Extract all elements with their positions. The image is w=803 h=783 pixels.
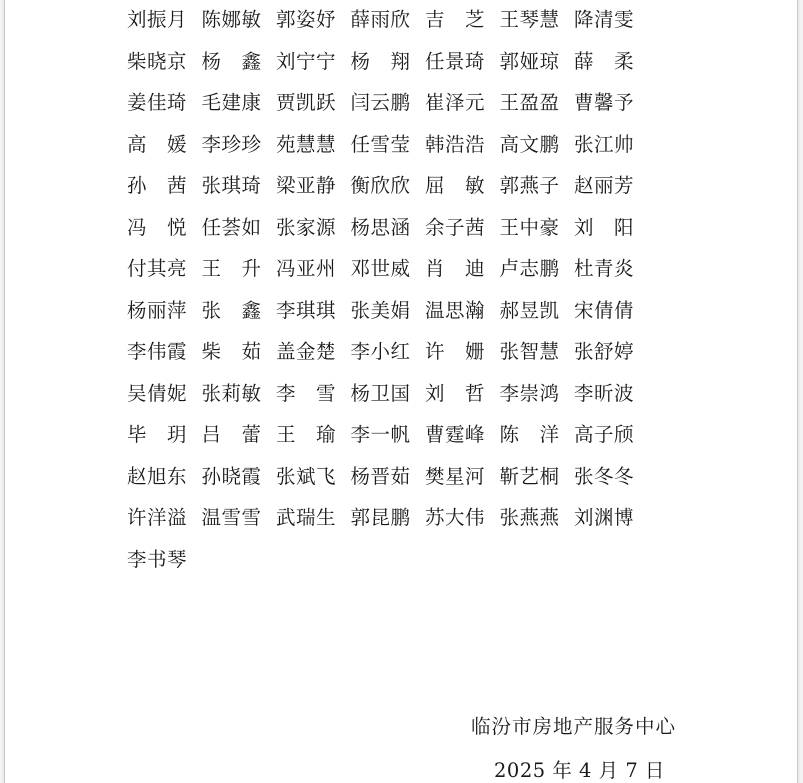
- name-entry: 赵丽芳: [574, 174, 635, 197]
- name-entry: 李伟霞: [127, 340, 188, 363]
- name-entry: 任雪莹: [350, 132, 411, 156]
- name-entry: 柴晓京: [127, 49, 188, 73]
- name-entry: 柴 茹: [201, 340, 262, 363]
- name-entry: 姜佳琦: [127, 91, 188, 114]
- name-entry: 曹馨予: [574, 91, 635, 114]
- name-entry: 李琪琪: [276, 298, 337, 322]
- name-entry: 郭姿妤: [276, 8, 337, 31]
- name-entry: 盖金楚: [276, 340, 337, 363]
- name-entry: 郭燕子: [499, 174, 560, 197]
- name-entry: 苏大伟: [425, 506, 486, 529]
- name-entry: 杜青炎: [574, 257, 635, 280]
- name-entry: 武瑞生: [276, 506, 337, 529]
- name-entry: 卢志鹏: [499, 257, 560, 280]
- name-entry: 张家源: [276, 215, 337, 239]
- name-entry: 刘振月: [127, 8, 188, 31]
- name-entry: 陈娜敏: [201, 8, 262, 31]
- name-entry: 薛 柔: [574, 49, 635, 73]
- name-entry: 衡欣欣: [350, 174, 411, 197]
- name-entry: 许洋溢: [127, 506, 188, 529]
- name-entry: 吉 芝: [425, 8, 486, 31]
- name-entry: 王 瑜: [276, 423, 337, 446]
- name-entry: 刘宁宁: [276, 49, 337, 73]
- name-entry: 张琪琦: [201, 174, 262, 197]
- name-entry: 孙晓霞: [201, 464, 262, 488]
- name-entry: 崔泽元: [425, 91, 486, 114]
- name-entry: 郭娅琼: [499, 49, 560, 73]
- name-entry: 杨丽萍: [127, 298, 188, 322]
- name-entry: 杨 翔: [350, 49, 411, 73]
- name-entry: 张莉敏: [201, 381, 262, 405]
- issuing-organization: 临汾市房地产服务中心: [471, 715, 677, 738]
- name-entry: 余子茜: [425, 215, 486, 239]
- name-entry: 郭昆鹏: [350, 506, 411, 529]
- name-entry: 任荟如: [201, 215, 262, 239]
- name-entry: 刘渊博: [574, 506, 635, 529]
- name-entry: 樊星河: [425, 464, 486, 488]
- name-entry: 高文鹏: [499, 132, 560, 156]
- name-entry: 陈 洋: [499, 423, 560, 446]
- name-entry: 王盈盈: [499, 91, 560, 114]
- name-entry: 曹霆峰: [425, 423, 486, 446]
- name-entry: 吕 蕾: [201, 423, 262, 446]
- name-entry: 宋倩倩: [574, 298, 635, 322]
- name-entry: 冯亚州: [276, 257, 337, 280]
- name-entry: 杨思涵: [350, 215, 411, 239]
- name-entry: 梁亚静: [276, 174, 337, 197]
- name-entry: 孙 茜: [127, 174, 188, 197]
- name-entry: 任景琦: [425, 49, 486, 73]
- name-list: [127, 2, 649, 583]
- name-entry: 闫云鹏: [350, 91, 411, 114]
- name-entry: 李崇鸿: [499, 381, 560, 405]
- name-entry: 杨 鑫: [201, 49, 262, 73]
- name-entry: 赵旭东: [127, 464, 188, 488]
- name-entry: 张斌飞: [276, 464, 337, 488]
- name-entry: 王 升: [201, 257, 262, 280]
- name-entry: 李小红: [350, 340, 411, 363]
- name-entry: 韩浩浩: [425, 132, 486, 156]
- name-entry: 付其亮: [127, 257, 188, 280]
- name-entry: 杨卫国: [350, 381, 411, 405]
- name-entry: 王中豪: [499, 215, 560, 239]
- name-entry: 张舒婷: [574, 340, 635, 363]
- name-entry: 张冬冬: [574, 464, 635, 488]
- name-entry: 李一帆: [350, 423, 411, 446]
- name-entry: 张美娟: [350, 298, 411, 322]
- name-entry: 吴倩妮: [127, 381, 188, 405]
- name-entry: 屈 敏: [425, 174, 486, 197]
- name-entry: 张燕燕: [499, 506, 560, 529]
- name-entry: 邓世威: [350, 257, 411, 280]
- name-entry: 张 鑫: [201, 298, 262, 322]
- name-entry: 苑慧慧: [276, 132, 337, 156]
- name-entry: 毛建康: [201, 91, 262, 114]
- name-entry: 李书琴: [127, 547, 188, 571]
- name-entry: 贾凯跃: [276, 91, 337, 114]
- name-entry: 温雪雪: [201, 506, 262, 529]
- name-entry: 张江帅: [574, 132, 635, 156]
- name-entry: 李 雪: [276, 381, 337, 405]
- document-page: [4, 0, 798, 783]
- name-entry: 高 媛: [127, 132, 188, 156]
- name-entry: 靳艺桐: [499, 464, 560, 488]
- name-entry: 薛雨欣: [350, 8, 411, 31]
- name-entry: 张智慧: [499, 340, 560, 363]
- name-entry: 高子颀: [574, 423, 635, 446]
- name-entry: 李珍珍: [201, 132, 262, 156]
- name-entry: 郝昱凯: [499, 298, 560, 322]
- name-entry: 冯 悦: [127, 215, 188, 239]
- name-entry: 温思瀚: [425, 298, 486, 322]
- name-entry: 毕 玥: [127, 423, 188, 446]
- name-entry: 刘 阳: [574, 215, 635, 239]
- name-entry: 许 姗: [425, 340, 486, 363]
- name-entry: 刘 哲: [425, 381, 486, 405]
- issue-date: 2025 年 4 月 7 日: [494, 759, 665, 782]
- name-entry: 李昕波: [574, 381, 635, 405]
- name-entry: 降清雯: [574, 8, 635, 31]
- name-entry: 王琴慧: [499, 8, 560, 31]
- name-entry: 杨晋茹: [350, 464, 411, 488]
- name-entry: 肖 迪: [425, 257, 486, 280]
